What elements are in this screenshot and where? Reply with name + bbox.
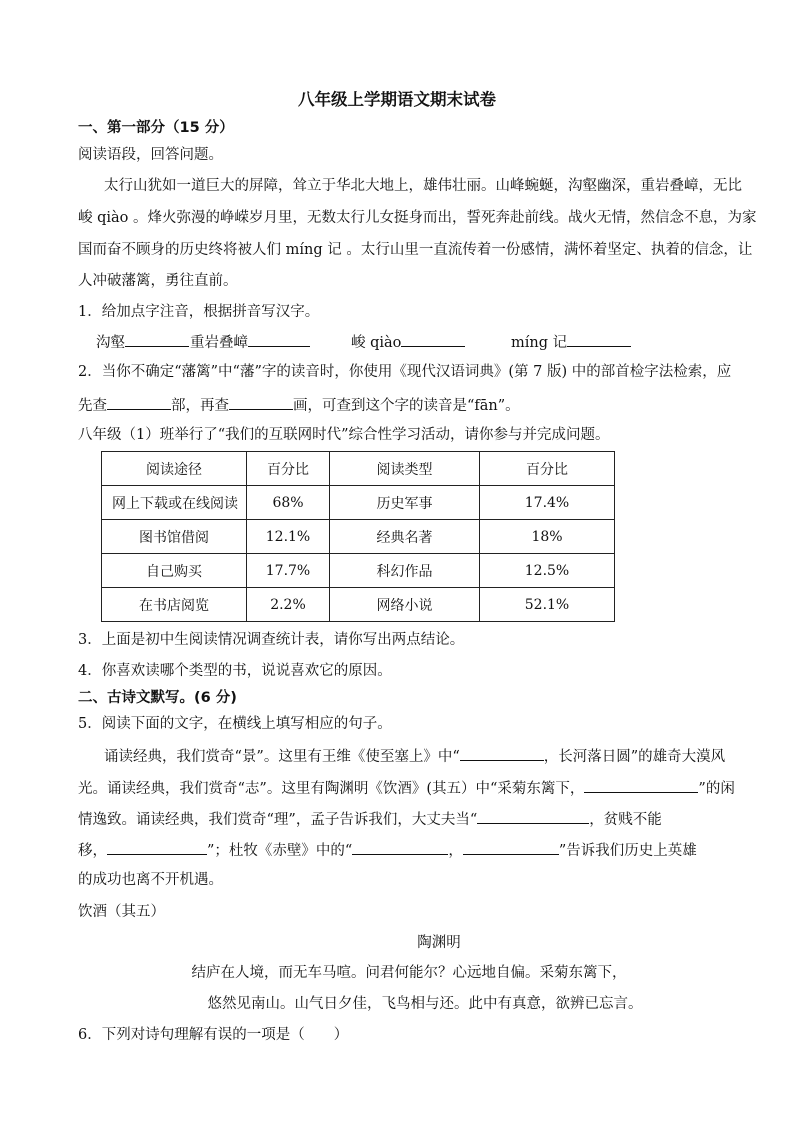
q1-item-label: míng 记: [511, 335, 568, 351]
question-3: 3．上面是初中生阅读情况调查统计表，请你写出两点结论。: [78, 632, 465, 648]
q5-text: ”告诉我们历史上英雄: [558, 843, 697, 859]
table-cell: 2.2%: [247, 588, 330, 622]
answer-blank[interactable]: [107, 394, 171, 410]
poem-line: 悠然见南山。山气日夕佳，飞鸟相与还。此中有真意，欲辨已忘言。: [207, 996, 643, 1012]
q5-text: 情逸致。诵读经典，我们赏奇“理”，孟子告诉我们，大丈夫当“: [78, 812, 478, 828]
question-2-continued: [78, 394, 520, 416]
q2-text: 部，再查: [171, 398, 229, 414]
passage-line: 人冲破藩篱，勇往直前。: [78, 273, 238, 289]
table-header-cell: 百分比: [480, 452, 615, 486]
table-cell: 52.1%: [480, 588, 615, 622]
table-cell: 网络小说: [330, 588, 480, 622]
q1-item-ming: [511, 331, 631, 353]
answer-blank[interactable]: [248, 331, 310, 347]
table-row: [102, 588, 615, 622]
table-cell: 历史军事: [330, 486, 480, 520]
table-cell: 科幻作品: [330, 554, 480, 588]
table-cell: 经典名著: [330, 520, 480, 554]
poem-line: 结庐在人境，而无车马喧。问君何能尔？心远地自偏。采菊东篱下，: [191, 965, 627, 981]
table-row: [102, 554, 615, 588]
q1-item-label: 峻 qiào: [351, 335, 402, 351]
activity-intro: 八年级（1）班举行了“我们的互联网时代”综合性学习活动，请你参与并完成问题。: [78, 427, 610, 443]
q5-text: 光。诵读经典，我们赏奇“志”。这里有陶渊明《饮酒》(其五）中“采菊东篱下，: [78, 781, 585, 797]
question-6: 6．下列对诗句理解有误的一项是（ ）: [78, 1027, 349, 1043]
q2-text: 先查: [78, 398, 107, 414]
answer-blank[interactable]: [401, 331, 465, 347]
table-header-row: [102, 452, 615, 486]
table-cell: 12.1%: [247, 520, 330, 554]
q1-item-chongyan: [190, 331, 310, 353]
table-cell: 图书馆借阅: [102, 520, 247, 554]
passage-line: 太行山犹如一道巨大的屏障，耸立于华北大地上，雄伟壮丽。山峰蜿蜒，沟壑幽深，重岩叠嶂，无比: [104, 178, 742, 194]
answer-blank[interactable]: [463, 839, 559, 855]
table-row: [102, 520, 615, 554]
question-4: 4．你喜欢读哪个类型的书，说说喜欢它的原因。: [78, 663, 392, 679]
answer-blank[interactable]: [477, 808, 589, 824]
q5-text: ”的闲: [698, 781, 735, 797]
q5-text: 移，: [78, 843, 107, 859]
table-row: [102, 486, 615, 520]
q5-text: ，贫贱不能: [589, 812, 662, 828]
passage-line: 峻 qiào 。烽火弥漫的峥嵘岁月里，无数太行儿女挺身而出，誓死奔赴前线。战火无情，然信念不息，为家: [78, 210, 757, 226]
q2-text: 画，可查到这个字的读音是“fān”。: [293, 398, 520, 414]
answer-blank[interactable]: [584, 777, 698, 793]
q1-item-gouhe: [96, 331, 189, 353]
q1-item-label: 沟壑: [96, 335, 125, 351]
answer-blank[interactable]: [125, 331, 189, 347]
q1-item-label: 重岩叠嶂: [190, 335, 248, 351]
q1-item-qiao: [351, 331, 465, 353]
passage-line: 国而奋不顾身的历史终将被人们 míng 记 。太行山里一直流传着一份感情，满怀着坚定、执着的信念，让: [78, 242, 753, 258]
poem-title: 饮酒（其五）: [78, 904, 165, 920]
q5-passage-line: [78, 808, 662, 830]
q5-text: ”；杜牧《赤壁》中的“: [207, 843, 353, 859]
table-header-cell: 百分比: [247, 452, 330, 486]
answer-blank[interactable]: [460, 745, 544, 761]
q5-passage-line: [78, 839, 697, 861]
table-cell: 68%: [247, 486, 330, 520]
section-heading-part2: 二、古诗文默写。(6 分): [78, 690, 237, 706]
q5-passage-line: [104, 745, 725, 767]
q5-text: ，长河落日圆”的雄奇大漠风: [543, 749, 726, 765]
answer-blank[interactable]: [567, 331, 631, 347]
q5-text: 诵读经典，我们赏奇“景”。这里有王维《使至塞上》中“: [104, 749, 460, 765]
q5-text: ，: [448, 843, 463, 859]
q5-passage-line: [78, 777, 735, 799]
page-title: 八年级上学期语文期末试卷: [298, 90, 496, 109]
answer-blank[interactable]: [229, 394, 293, 410]
table-header-cell: 阅读途径: [102, 452, 247, 486]
table-cell: 网上下载或在线阅读: [102, 486, 247, 520]
reading-instruction: 阅读语段，回答问题。: [78, 147, 223, 163]
table-cell: 17.4%: [480, 486, 615, 520]
table-cell: 自己购买: [102, 554, 247, 588]
q5-passage-line: 的成功也离不开机遇。: [78, 872, 223, 888]
table-cell: 17.7%: [247, 554, 330, 588]
table-cell: 在书店阅览: [102, 588, 247, 622]
answer-blank[interactable]: [352, 839, 448, 855]
section-heading-part1: 一、第一部分（15 分）: [78, 120, 234, 136]
table-cell: 18%: [480, 520, 615, 554]
reading-survey-table: [101, 451, 615, 622]
question-5: 5．阅读下面的文字，在横线上填写相应的句子。: [78, 716, 392, 732]
table-cell: 12.5%: [480, 554, 615, 588]
answer-blank[interactable]: [107, 839, 207, 855]
question-2: 2．当你不确定“藩篱”中“藩”字的读音时，你使用《现代汉语词典》(第 7 版) 中的部首检字法检索，应: [78, 364, 732, 380]
table-header-cell: 阅读类型: [330, 452, 480, 486]
poem-author: 陶渊明: [417, 935, 461, 951]
question-1: 1．给加点字注音，根据拼音写汉字。: [78, 304, 320, 320]
